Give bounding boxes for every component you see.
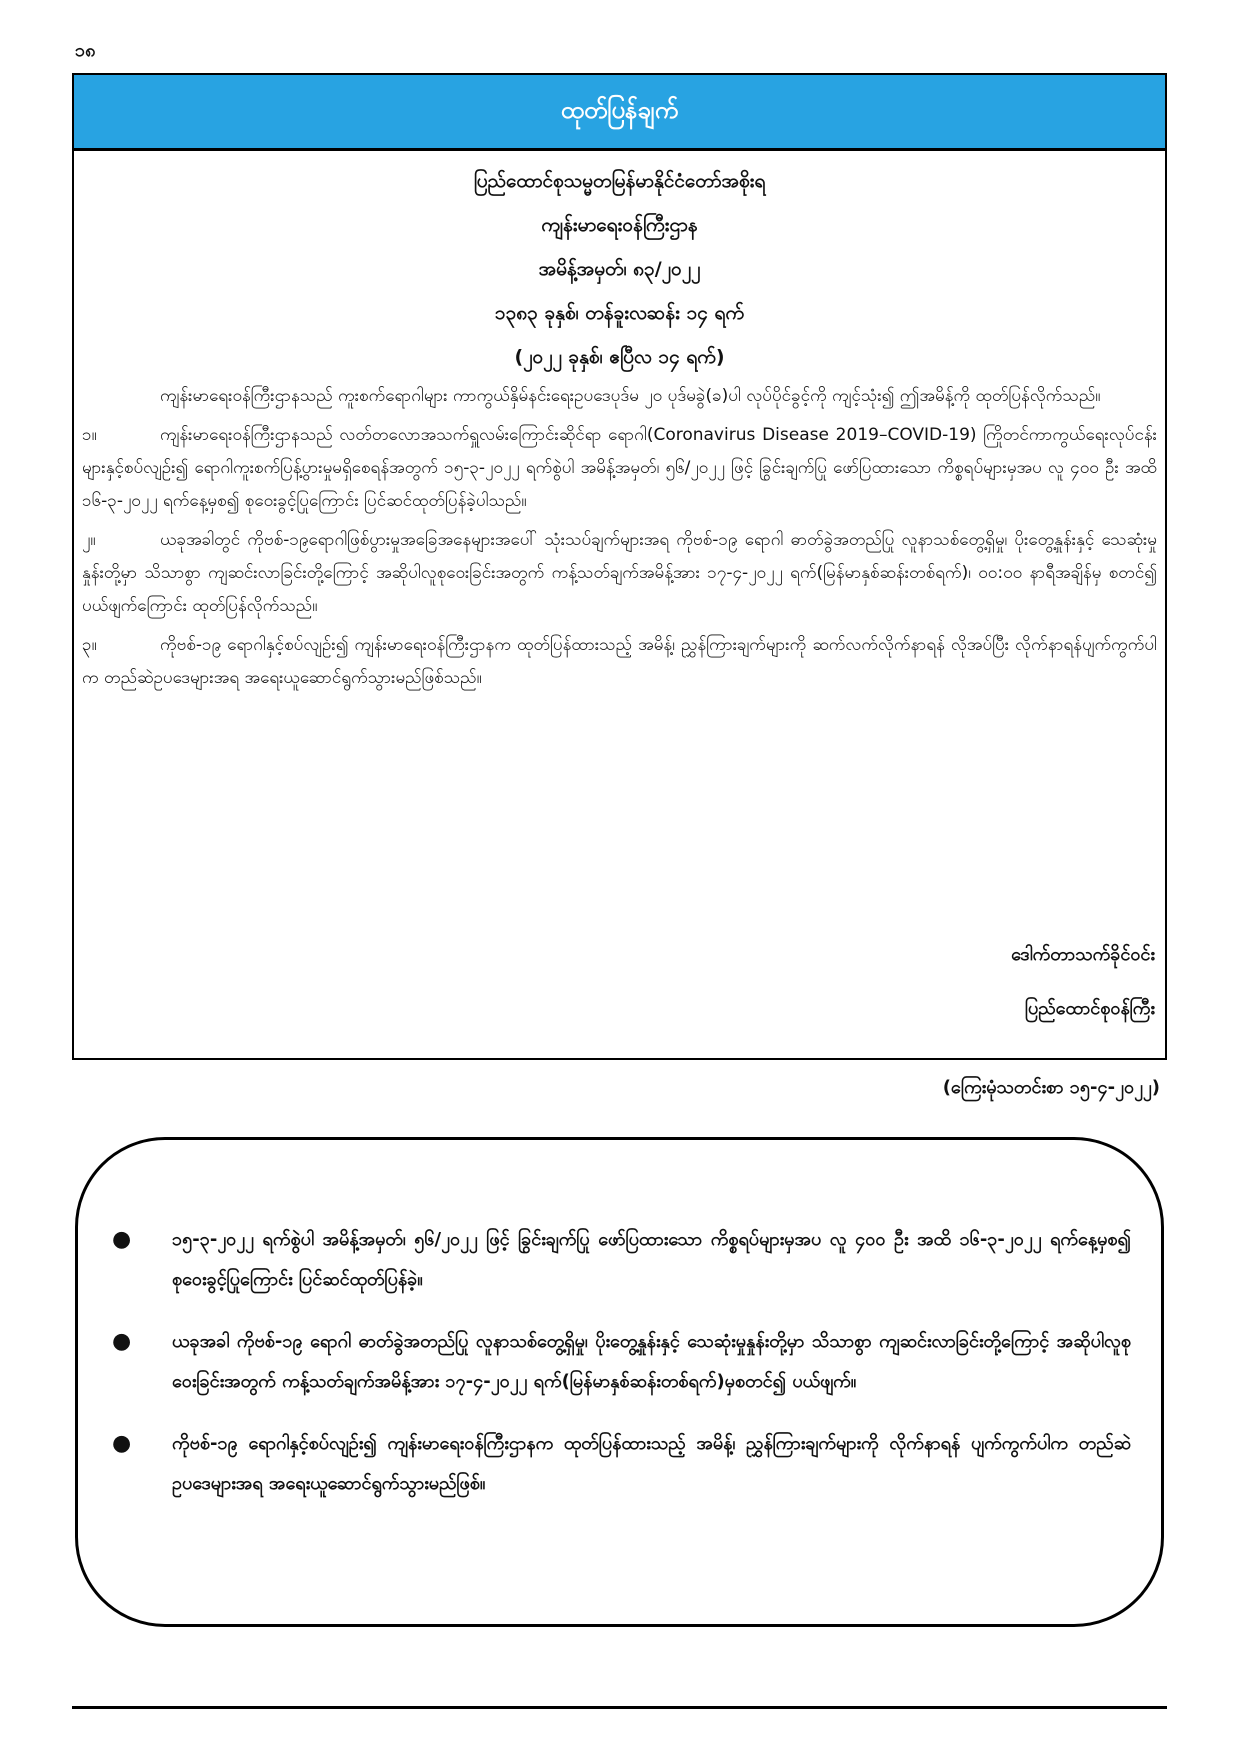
- signatory-name: ဒေါက်တာသက်ခိုင်ဝင်း: [1011, 944, 1155, 965]
- bullet-icon: ●: [112, 1227, 132, 1252]
- government-heading: ပြည်ထောင်စုသမ္မတမြန်မာနိုင်ငံတော်အစိုးရ: [473, 170, 766, 192]
- list-item: [108, 1424, 1131, 1504]
- intro-text: ကျန်းမာရေးဝန်ကြီးဌာနသည် ကူးစက်ရောဂါများ ကာကွယ်နှိမ်နင်းရေးဥပဒေပုဒ်မ ၂၀ ပုဒ်မခွဲ(ခ)ပါ လုပ်ပိုင်ခွင့်ကို ကျင့်သုံး၍ ဤအမိန့်ကို ထုတ်ပြန်လိုက်သည်။: [160, 386, 1101, 406]
- gregorian-date: (၂၀၂၂ ခုနှစ်၊ ဧပြီလ ၁၄ ရက်): [514, 346, 725, 368]
- notice-body: [82, 380, 1157, 701]
- paragraph-3: [82, 629, 1157, 695]
- paragraph-text: ကိုဗစ်-၁၉ ရောဂါနှင့်စပ်လျဉ်း၍ ကျန်းမာရေးဝန်ကြီးဌာနက ထုတ်ပြန်ထားသည့် အမိန့်၊ ညွှန်ကြားချက်များကို ဆက်လက်လိုက်နာရန် လိုအပ်ပြီး လိုက်နာရန်ပျက်ကွက်ပါက တည်ဆဲဥပဒေများအရ အရေးယူဆောင်ရွက်သွားမည်ဖြစ်သည်။: [82, 635, 1157, 688]
- paragraph-number: ၃။: [82, 635, 97, 655]
- summary-list: [108, 1220, 1131, 1526]
- paragraph-number: ၁။: [82, 425, 97, 445]
- summary-text: ယခုအခါ ကိုဗစ်-၁၉ ရောဂါ ဓာတ်ခွဲအတည်ပြု လူနာသစ်တွေ့ရှိမှု၊ ပိုးတွေ့နှုန်းနှင့် သေဆုံးမှုနှုန်းတို့မှာ သိသာစွာ ကျဆင်းလာခြင်းတို့ကြောင့် အဆိုပါလူစုဝေးခြင်းအတွက် ကန့်သတ်ချက်အမိန့်အား ၁၇-၄-၂၀၂၂ ရက်(မြန်မာနှစ်ဆန်းတစ်ရက်)မှစတင်၍ ပယ်ဖျက်။: [172, 1331, 1131, 1392]
- list-item: [108, 1220, 1131, 1300]
- paragraph-text: ယခုအခါတွင် ကိုဗစ်-၁၉ရောဂါဖြစ်ပွားမှုအခြေအနေများအပေါ် သုံးသပ်ချက်များအရ ကိုဗစ်-၁၉ ရောဂါ ဓာတ်ခွဲအတည်ပြု လူနာသစ်တွေ့ရှိမှု၊ ပိုးတွေ့နှုန်းနှင့် သေဆုံးမှုနှုန်းတို့မှာ သိသာစွာ ကျဆင်းလာခြင်းတို့ကြောင့် အဆိုပါလူစုဝေးခြင်းအတွက် ကန့်သတ်ချက်အမိန့်အား ၁၇-၄-၂၀၂၂ ရက်(မြန်မာနှစ်ဆန်းတစ်ရက်)၊ ၀၀:၀၀ နာရီအချိန်မှ စတင်၍ ပယ်ဖျက်ကြောင်း ထုတ်ပြန်လိုက်သည်။: [82, 530, 1157, 616]
- paragraph-1: [82, 419, 1157, 518]
- footer-divider: [72, 1706, 1167, 1709]
- signatory-title: ပြည်ထောင်စုဝန်ကြီး: [1024, 998, 1155, 1019]
- summary-text: ၁၅-၃-၂၀၂၂ ရက်စွဲပါ အမိန့်အမှတ်၊ ၅၆/၂၀၂၂ ဖြင့် ခြွင်းချက်ပြု ဖော်ပြထားသော ကိစ္စရပ်များမှအပ လူ ၄၀၀ ဦး အထိ ၁၆-၃-၂၀၂၂ ရက်နေ့မှစ၍ စုဝေးခွင့်ပြုကြောင်း ပြင်ဆင်ထုတ်ပြန်ခဲ့။: [172, 1229, 1131, 1290]
- paragraph-text: ကျန်းမာရေးဝန်ကြီးဌာနသည် လတ်တလောအသက်ရှူလမ်းကြောင်းဆိုင်ရာ ရောဂါ(Coronavirus Disease 2019–COVID-19) ကြိုတင်ကာကွယ်ရေးလုပ်ငန်းများနှင့်စပ်လျဉ်း၍ ရောဂါကူးစက်ပြန့်ပွားမှုမရှိစေရန်အတွက် ၁၅-၃-၂၀၂၂ ရက်စွဲပါ အမိန့်အမှတ်၊ ၅၆/၂၀၂၂ ဖြင့် ခြွင်းချက်ပြု ဖော်ပြထားသော ကိစ္စရပ်များမှအပ လူ ၄၀၀ ဦး အထိ ၁၆-၃-၂၀၂၂ ရက်နေ့မှစ၍ စုဝေးခွင့်ပြုကြောင်း ပြင်ဆင်ထုတ်ပြန်ခဲ့ပါသည်။: [82, 425, 1157, 511]
- bullet-icon: ●: [112, 1431, 132, 1456]
- list-item: [108, 1322, 1131, 1402]
- announcement-banner: [74, 75, 1165, 151]
- summary-box: [75, 1137, 1164, 1627]
- paragraph-2: [82, 524, 1157, 623]
- page-number: ၁၈: [75, 40, 96, 61]
- notice-headings: [74, 159, 1165, 379]
- ministry-heading: ကျန်းမာရေးဝန်ကြီးဌာန: [541, 214, 698, 236]
- paragraph-number: ၂။: [82, 530, 96, 550]
- intro-paragraph: [82, 380, 1157, 413]
- myanmar-date: ၁၃၈၃ ခုနှစ်၊ တန်ခူးလဆန်း ၁၄ ရက်: [494, 302, 745, 324]
- order-number: အမိန့်အမှတ်၊ ၈၃/၂၀၂၂: [538, 258, 701, 280]
- banner-title: ထုတ်ပြန်ချက်: [560, 95, 679, 124]
- summary-text: ကိုဗစ်-၁၉ ရောဂါနှင့်စပ်လျဉ်း၍ ကျန်းမာရေးဝန်ကြီးဌာနက ထုတ်ပြန်ထားသည့် အမိန့်၊ ညွှန်ကြားချက်များကို လိုက်နာရန် ပျက်ကွက်ပါက တည်ဆဲဥပဒေများအရ အရေးယူဆောင်ရွက်သွားမည်ဖြစ်။: [172, 1433, 1131, 1494]
- signature-block: [1011, 928, 1155, 1036]
- source-note: (ကြေးမုံသတင်းစာ ၁၅-၄-၂၀၂၂): [942, 1077, 1160, 1098]
- notice-box: [72, 73, 1167, 1060]
- bullet-icon: ●: [112, 1329, 132, 1354]
